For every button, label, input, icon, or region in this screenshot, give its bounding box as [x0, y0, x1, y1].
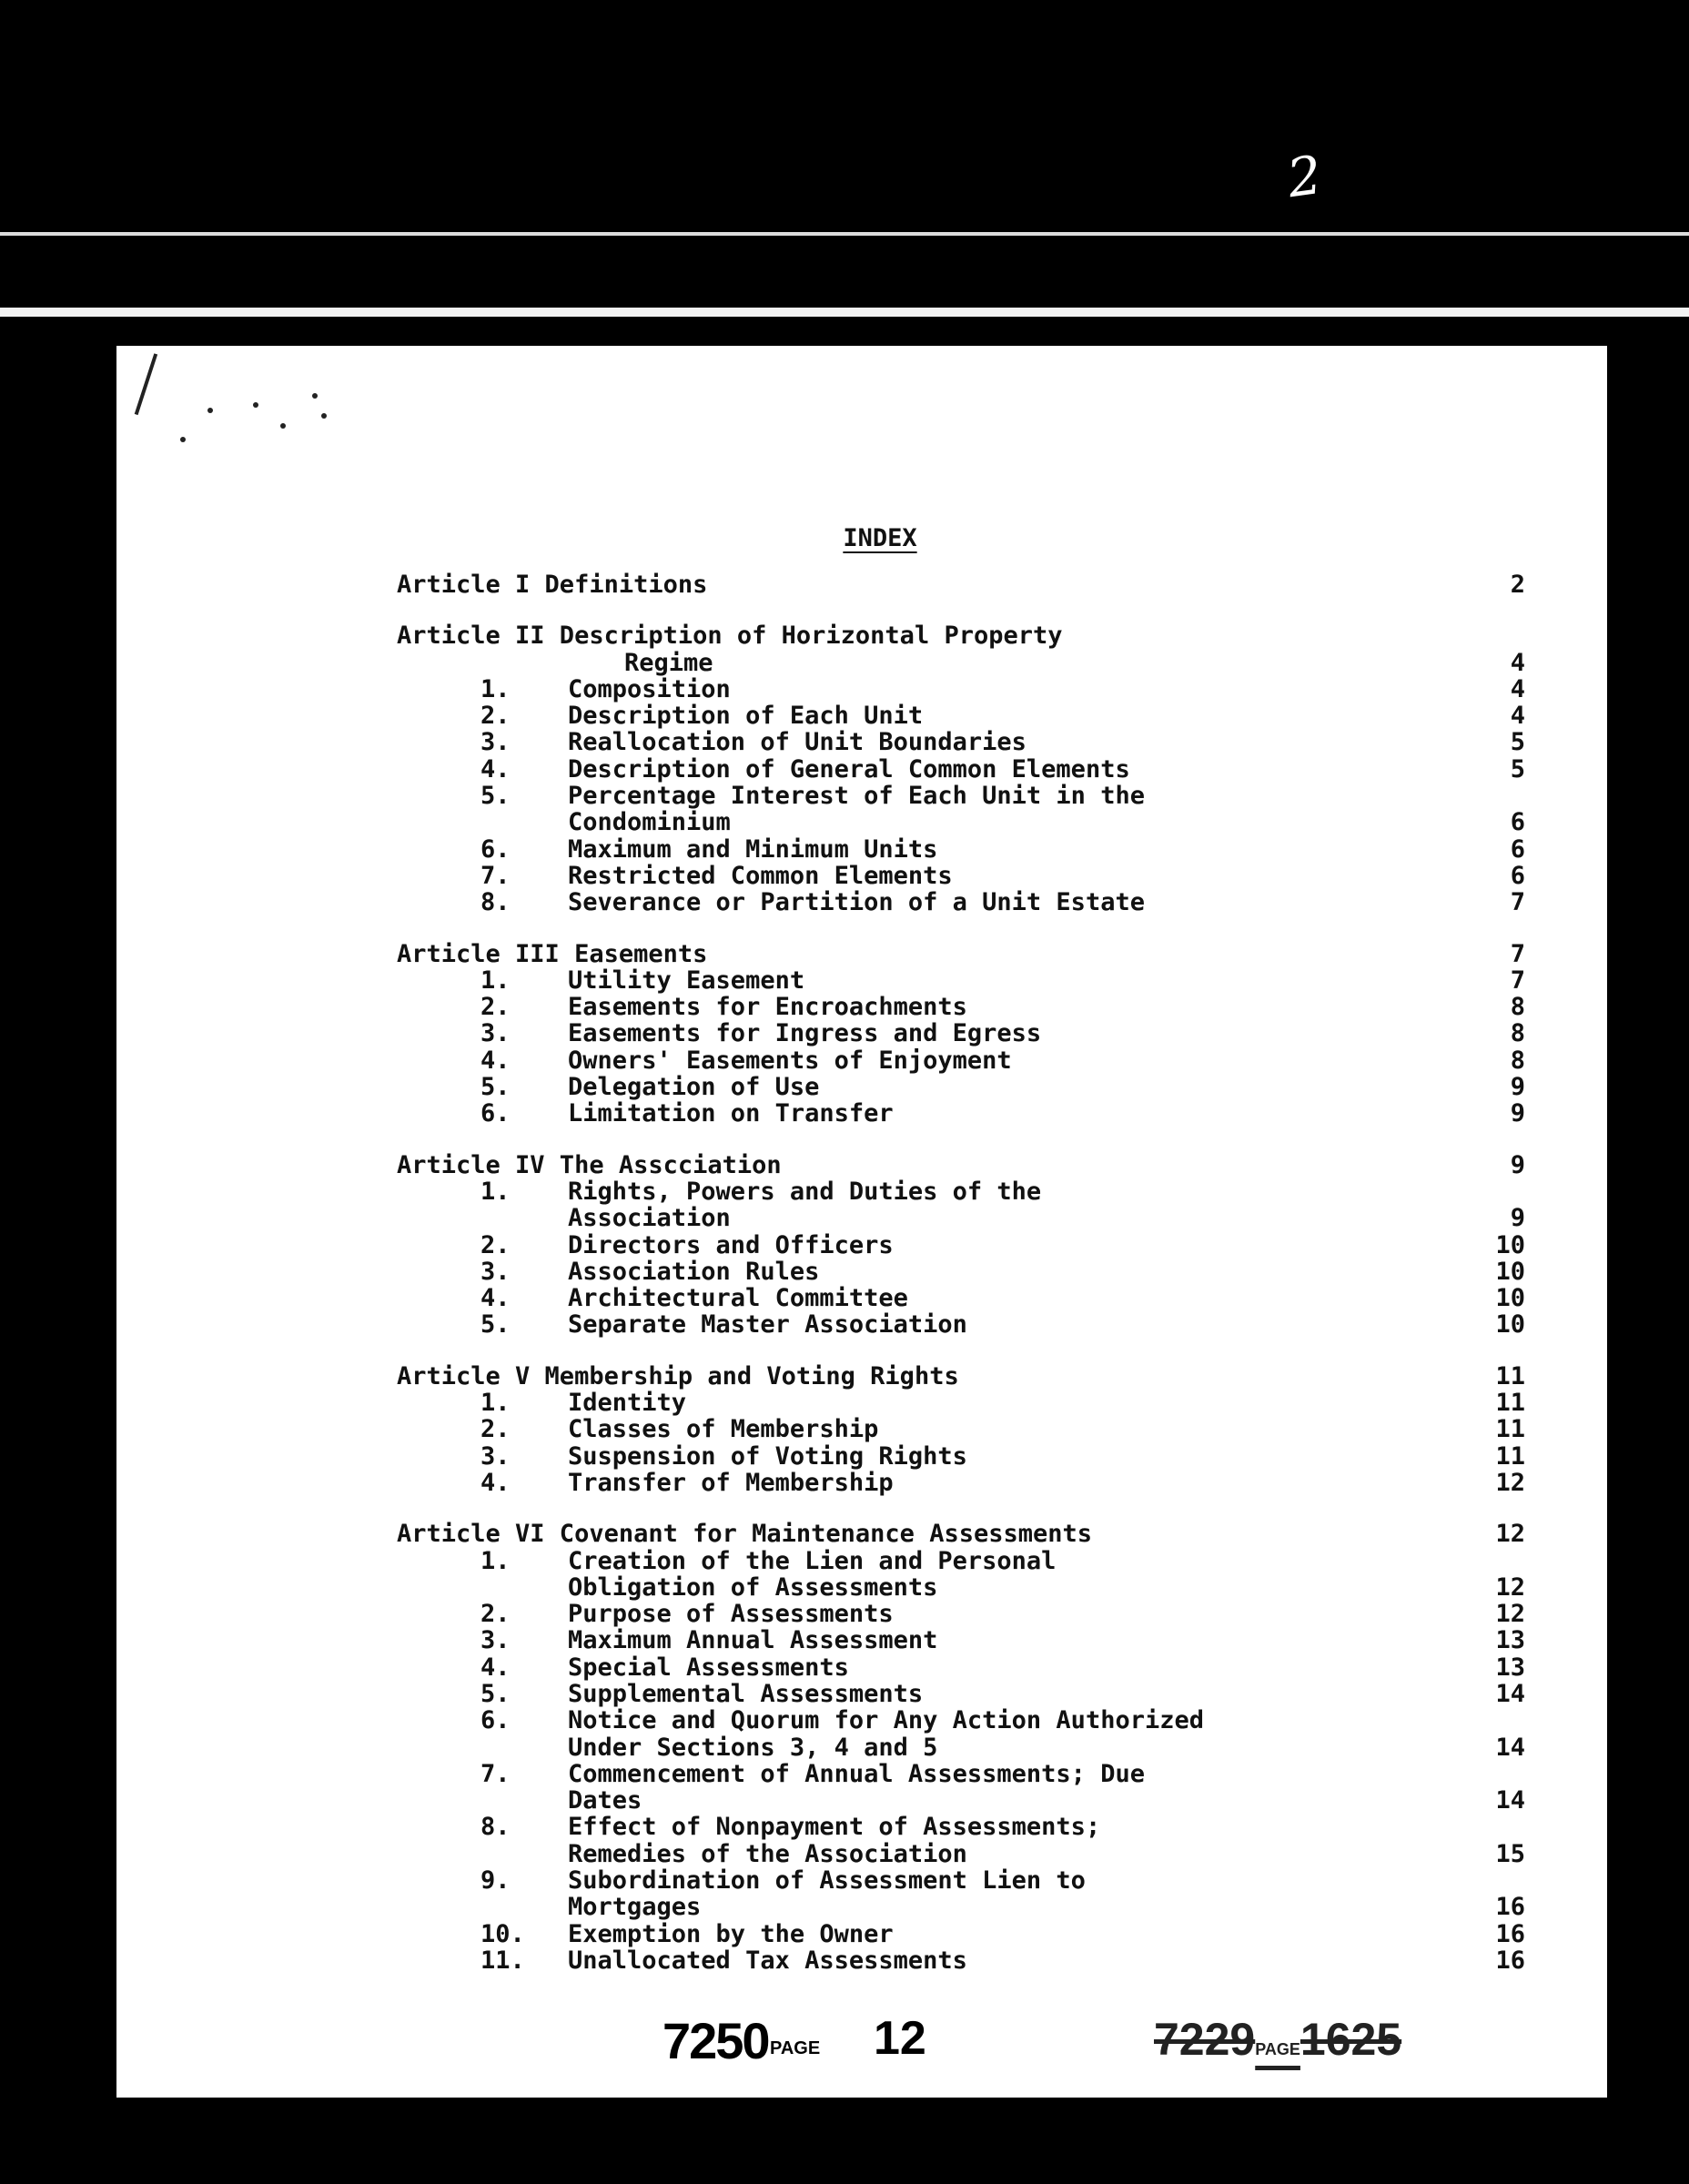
- item-number: 1.: [480, 1389, 511, 1418]
- entry-title: Maximum and Minimum Units: [568, 834, 938, 864]
- item-number: 6.: [480, 834, 511, 864]
- toc-entry: [397, 1681, 1525, 1707]
- entry-title: Utility Easement: [568, 966, 805, 995]
- toc-entry: [397, 1470, 1525, 1496]
- toc-entry: [397, 889, 1525, 915]
- entry-title: Supplemental Assessments: [568, 1679, 924, 1708]
- toc-entry-continued: [397, 1787, 1525, 1814]
- toc-entry: [397, 1627, 1525, 1653]
- item-number: 11.: [480, 1946, 525, 1975]
- page-number: 10: [1495, 1257, 1525, 1286]
- toc-entry: [397, 703, 1525, 729]
- entry-title: Obligation of Assessments: [568, 1572, 938, 1602]
- entry-title: Exemption by the Owner: [568, 1919, 894, 1948]
- page-number: 14: [1495, 1786, 1525, 1815]
- item-number: 8.: [480, 1813, 511, 1842]
- toc-entry: [397, 1100, 1525, 1127]
- entry-title: Article VI Covenant for Maintenance Assessments: [397, 1520, 1093, 1549]
- item-number: 4.: [480, 754, 511, 784]
- toc-entry: [397, 1020, 1525, 1046]
- entry-title: Creation of the Lien and Personal: [568, 1546, 1057, 1575]
- item-number: 1.: [480, 674, 511, 703]
- entry-title: Description of Each Unit: [568, 702, 924, 731]
- item-number: 7.: [480, 861, 511, 890]
- entry-title: Limitation on Transfer: [568, 1099, 894, 1128]
- entry-title: Maximum Annual Assessment: [568, 1626, 938, 1655]
- item-number: 5.: [480, 1679, 511, 1708]
- page-number: 15: [1495, 1839, 1525, 1868]
- entry-title: Special Assessments: [568, 1653, 849, 1682]
- toc-entry: [397, 756, 1525, 783]
- item-number: 1.: [480, 1546, 511, 1575]
- toc-entry: [397, 1311, 1525, 1338]
- page-number: 10: [1495, 1230, 1525, 1259]
- page-number: 8: [1510, 1019, 1525, 1048]
- toc-entry: [397, 1232, 1525, 1259]
- toc-entry-continued: [397, 1734, 1525, 1761]
- toc-entry: [397, 676, 1525, 703]
- stamp-book-number: 7250: [662, 2012, 769, 2069]
- entry-title: Rights, Powers and Duties of the: [568, 1177, 1042, 1206]
- page-number: 9: [1510, 1099, 1525, 1128]
- document-page: [116, 346, 1607, 2098]
- entry-title: Regime: [624, 648, 713, 677]
- index-heading: INDEX: [843, 524, 917, 552]
- toc-entry: [397, 1814, 1525, 1840]
- toc-entry: [397, 1947, 1525, 1974]
- item-number: 7.: [480, 1759, 511, 1788]
- toc-entry: [397, 1654, 1525, 1681]
- article-heading: [397, 571, 1525, 598]
- scan-top-band: [0, 0, 1689, 346]
- entry-title: Condominium: [568, 808, 731, 837]
- item-number: 6.: [480, 1099, 511, 1128]
- page-number: 10: [1495, 1284, 1525, 1313]
- toc-entry: [397, 1047, 1525, 1074]
- page-number: 12: [1495, 1468, 1525, 1497]
- page-number: 12: [1495, 1572, 1525, 1602]
- page-number: 7: [1510, 939, 1525, 968]
- page-number: 14: [1495, 1733, 1525, 1762]
- page-number: 9: [1510, 1204, 1525, 1233]
- item-number: 3.: [480, 1626, 511, 1655]
- entry-title: Severance or Partition of a Unit Estate: [568, 888, 1145, 917]
- item-number: 1.: [480, 1177, 511, 1206]
- page-number: 6: [1510, 808, 1525, 837]
- stamp-page-number: 12: [874, 2012, 926, 2065]
- toc-entry: [397, 994, 1525, 1020]
- page-number: 5: [1510, 728, 1525, 757]
- article-heading: [397, 1521, 1525, 1547]
- page-number: 7: [1510, 888, 1525, 917]
- entry-title: Dates: [568, 1786, 642, 1815]
- page-number: 16: [1495, 1919, 1525, 1948]
- page-number: 6: [1510, 861, 1525, 890]
- entry-title: Composition: [568, 674, 731, 703]
- toc-entry: [397, 783, 1525, 809]
- scan-artifact-line: [0, 308, 1689, 317]
- item-number: 4.: [480, 1468, 511, 1497]
- page-number: 11: [1495, 1389, 1525, 1418]
- stamp-struck-reference: 7229PAGE1625: [1154, 2014, 1402, 2065]
- entry-title: Easements for Encroachments: [568, 993, 967, 1022]
- page-number: 16: [1495, 1893, 1525, 1922]
- scan-artifact-line: [0, 232, 1689, 236]
- toc-entry: [397, 1761, 1525, 1787]
- item-number: 4.: [480, 1653, 511, 1682]
- page-number: 12: [1495, 1520, 1525, 1549]
- entry-title: Delegation of Use: [568, 1073, 820, 1102]
- page-number: 11: [1495, 1441, 1525, 1471]
- item-number: 6.: [480, 1706, 511, 1735]
- entry-title: Subordination of Assessment Lien to: [568, 1866, 1086, 1896]
- page-number: 4: [1510, 674, 1525, 703]
- page-number: 7: [1510, 966, 1525, 995]
- entry-title: Article III Easements: [397, 939, 708, 968]
- entry-title: Purpose of Assessments: [568, 1600, 894, 1629]
- toc-entry: [397, 1259, 1525, 1285]
- item-number: 2.: [480, 1230, 511, 1259]
- toc-entry-continued: [397, 1841, 1525, 1867]
- entry-title: Notice and Quorum for Any Action Authorized: [568, 1706, 1204, 1735]
- toc-entry: [397, 1285, 1525, 1311]
- toc-entry-continued: [397, 1574, 1525, 1601]
- table-of-contents: [397, 571, 1525, 1974]
- toc-entry: [397, 863, 1525, 889]
- article-heading: [397, 1152, 1525, 1178]
- entry-title: Commencement of Annual Assessments; Due: [568, 1759, 1145, 1788]
- item-number: 5.: [480, 782, 511, 811]
- toc-entry: [397, 1416, 1525, 1442]
- item-number: 5.: [480, 1310, 511, 1340]
- entry-title: Article I Definitions: [397, 571, 708, 599]
- stamp-page-label: PAGE: [770, 2038, 821, 2058]
- entry-title: Association: [568, 1204, 731, 1233]
- page-number: 11: [1495, 1361, 1525, 1390]
- entry-title: Suspension of Voting Rights: [568, 1441, 967, 1471]
- item-number: 3.: [480, 1257, 511, 1286]
- entry-title: Percentage Interest of Each Unit in the: [568, 782, 1145, 811]
- entry-title: Effect of Nonpayment of Assessments;: [568, 1813, 1101, 1842]
- entry-title: Under Sections 3, 4 and 5: [568, 1733, 938, 1762]
- page-number: 4: [1510, 648, 1525, 677]
- page-number: 2: [1510, 571, 1525, 599]
- entry-title: Directors and Officers: [568, 1230, 894, 1259]
- item-number: 2.: [480, 702, 511, 731]
- article-heading: [397, 941, 1525, 967]
- toc-entry: [397, 1601, 1525, 1627]
- page-number: 11: [1495, 1415, 1525, 1444]
- article-heading: [397, 622, 1525, 649]
- toc-entry: [397, 1548, 1525, 1574]
- entry-title: Reallocation of Unit Boundaries: [568, 728, 1027, 757]
- page-number: 9: [1510, 1150, 1525, 1179]
- page-number: 10: [1495, 1310, 1525, 1340]
- toc-entry: [397, 1443, 1525, 1470]
- item-number: 10.: [480, 1919, 525, 1948]
- page-number: 8: [1510, 993, 1525, 1022]
- toc-entry-continued: [397, 1205, 1525, 1231]
- page-number: 13: [1495, 1626, 1525, 1655]
- item-number: 3.: [480, 1019, 511, 1048]
- item-number: 2.: [480, 1600, 511, 1629]
- entry-title: Article V Membership and Voting Rights: [397, 1361, 959, 1390]
- toc-entry: [397, 1074, 1525, 1100]
- toc-entry: [397, 1178, 1525, 1205]
- item-number: 4.: [480, 1284, 511, 1313]
- toc-entry-continued: [397, 1894, 1525, 1920]
- item-number: 2.: [480, 993, 511, 1022]
- page-number: 13: [1495, 1653, 1525, 1682]
- item-number: 5.: [480, 1073, 511, 1102]
- toc-entry: [397, 967, 1525, 994]
- toc-entry: [397, 1921, 1525, 1947]
- item-number: 3.: [480, 728, 511, 757]
- page-number: 4: [1510, 702, 1525, 731]
- entry-title: Separate Master Association: [568, 1310, 967, 1340]
- entry-title: Article II Description of Horizontal Property: [397, 622, 1063, 651]
- page-number: 16: [1495, 1946, 1525, 1975]
- handwritten-mark: 2: [1283, 143, 1326, 210]
- entry-title: Transfer of Membership: [568, 1468, 894, 1497]
- entry-title: Unallocated Tax Assessments: [568, 1946, 967, 1975]
- item-number: 2.: [480, 1415, 511, 1444]
- toc-entry: [397, 729, 1525, 755]
- toc-entry: [397, 836, 1525, 863]
- entry-title: Association Rules: [568, 1257, 820, 1286]
- toc-entry: [397, 1867, 1525, 1894]
- entry-title: Architectural Committee: [568, 1284, 908, 1313]
- toc-entry-continued: [397, 809, 1525, 835]
- item-number: 1.: [480, 966, 511, 995]
- toc-entry: [397, 1707, 1525, 1734]
- item-number: 4.: [480, 1046, 511, 1075]
- entry-title: Owners' Easements of Enjoyment: [568, 1046, 1012, 1075]
- entry-title: Mortgages: [568, 1893, 702, 1922]
- entry-title: Identity: [568, 1389, 687, 1418]
- article-heading-continued: [397, 650, 1525, 676]
- toc-entry: [397, 1390, 1525, 1416]
- item-number: 8.: [480, 888, 511, 917]
- page-number: 8: [1510, 1046, 1525, 1075]
- item-number: 9.: [480, 1866, 511, 1896]
- page-number: 12: [1495, 1600, 1525, 1629]
- item-number: 3.: [480, 1441, 511, 1471]
- entry-title: Remedies of the Association: [568, 1839, 967, 1868]
- entry-title: Easements for Ingress and Egress: [568, 1019, 1042, 1048]
- entry-title: Article IV The Asscciation: [397, 1150, 782, 1179]
- page-number: 14: [1495, 1679, 1525, 1708]
- page-number: 9: [1510, 1073, 1525, 1102]
- page-number: 6: [1510, 834, 1525, 864]
- entry-title: Description of General Common Elements: [568, 754, 1130, 784]
- entry-title: Restricted Common Elements: [568, 861, 953, 890]
- scan-corner-mark: [135, 353, 174, 420]
- article-heading: [397, 1363, 1525, 1390]
- page-number: 5: [1510, 754, 1525, 784]
- entry-title: Classes of Membership: [568, 1415, 879, 1444]
